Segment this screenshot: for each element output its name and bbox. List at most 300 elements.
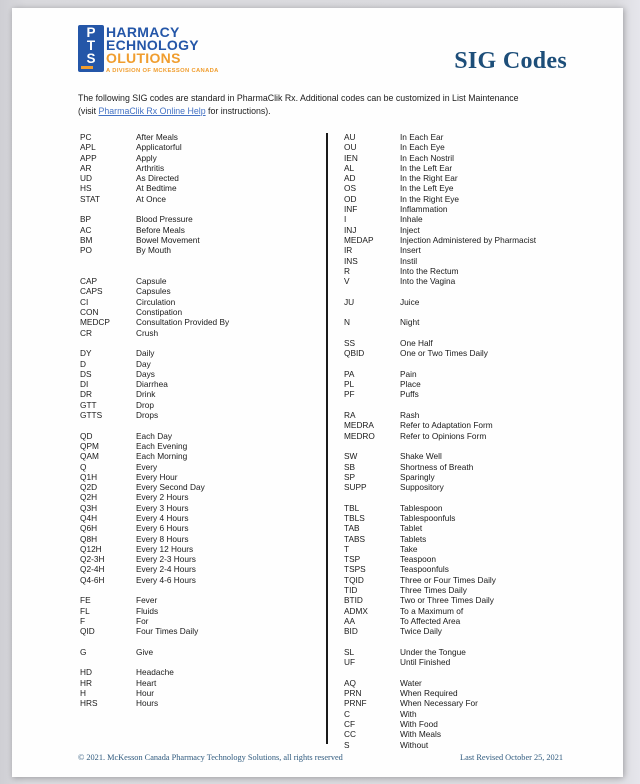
sig-description: Each Morning [136, 451, 188, 462]
sig-code: TBL [344, 502, 360, 513]
sig-code: AR [80, 162, 92, 173]
sig-row [344, 595, 574, 605]
sig-code: SL [344, 646, 355, 657]
sig-code: MEDCP [80, 317, 110, 328]
sig-code: QPM [80, 440, 99, 451]
copyright-text: © 2021. McKesson Canada Pharmacy Technology Solutions, all rights reserved [78, 753, 343, 762]
sig-description: Every Second Day [136, 482, 205, 493]
sig-row [344, 256, 574, 266]
sig-row [80, 194, 318, 204]
sig-description: In the Left Eye [400, 183, 454, 194]
sig-code: TQID [344, 574, 364, 585]
sig-code: Q8H [80, 533, 98, 544]
sig-row [80, 688, 318, 698]
sig-code: TABS [344, 533, 366, 544]
logo-letter-p: P [86, 25, 96, 40]
sig-description: To Affected Area [400, 615, 461, 626]
sig-row [80, 173, 318, 183]
sig-code: JU [344, 296, 355, 307]
sig-description: Tablespoon [400, 502, 443, 513]
sig-code: AL [344, 162, 355, 173]
sig-code: Q2D [80, 482, 98, 493]
sig-code: Q2-4H [80, 564, 105, 575]
sig-description: Instil [400, 255, 418, 266]
sig-row [344, 534, 574, 544]
sig-code: CC [344, 729, 356, 740]
sig-row [80, 410, 318, 420]
sig-row [344, 554, 574, 564]
sig-row [344, 451, 574, 461]
sig-code: PL [344, 379, 355, 390]
logo-wordmark [106, 26, 219, 74]
sig-code-group [344, 317, 574, 327]
intro-paragraph [78, 92, 536, 118]
sig-description: In the Right Ear [400, 173, 458, 184]
sig-code-group [344, 338, 574, 359]
sig-description: Every 6 Hours [136, 523, 189, 534]
sig-description: Before Meals [136, 224, 185, 235]
logo-orange-bar [81, 66, 93, 69]
sig-description: Injection Administered by Pharmacist [400, 234, 537, 245]
sig-row [344, 379, 574, 389]
sig-description: Every 4-6 Hours [136, 574, 196, 585]
sig-description: Puffs [400, 389, 419, 400]
pts-logo-icon [78, 25, 104, 72]
sig-description: Sparingly [400, 471, 435, 482]
sig-row [80, 678, 318, 688]
sig-code: BP [80, 214, 92, 225]
sig-row [344, 348, 574, 358]
sig-code: QID [80, 626, 95, 637]
sig-description: After Meals [136, 132, 178, 142]
sig-code: QBID [344, 348, 365, 359]
sig-description: Each Day [136, 430, 172, 441]
sig-description: Drops [136, 410, 159, 421]
sig-code: BM [80, 234, 93, 245]
sig-code: DY [80, 348, 92, 359]
sig-code: MEDRO [344, 430, 375, 441]
sig-description: Suppository [400, 482, 444, 493]
sig-row [344, 153, 574, 163]
sig-description: When Required [400, 688, 458, 699]
logo-letter-t: T [86, 38, 96, 54]
sig-description: Every 8 Hours [136, 533, 189, 544]
sig-row [80, 225, 318, 235]
sig-code: D [80, 358, 86, 369]
sig-description: With Food [400, 718, 438, 729]
logo-word-pharmacy: HARMACY [106, 24, 180, 40]
sig-row [344, 410, 574, 420]
sig-row [344, 214, 574, 224]
sig-description: In the Left Ear [400, 162, 453, 173]
sig-description: Applicatorful [136, 142, 182, 153]
sig-row [344, 462, 574, 472]
sig-row [344, 276, 574, 286]
sig-description: Under the Tongue [400, 646, 466, 657]
sig-description: Every Hour [136, 471, 178, 482]
sig-description: In Each Nostril [400, 152, 454, 163]
sig-code-group [344, 410, 574, 441]
sig-row [344, 142, 574, 152]
sig-row [344, 482, 574, 492]
sig-code: R [344, 265, 350, 276]
sig-code: QD [80, 430, 93, 441]
sig-description: Drop [136, 399, 154, 410]
sig-code: SB [344, 461, 356, 472]
sig-row [80, 513, 318, 523]
sig-row [80, 564, 318, 574]
sig-row [80, 328, 318, 338]
sig-description: Until Finished [400, 657, 451, 668]
sig-description: Crush [136, 327, 159, 338]
sig-code: PRNF [344, 698, 367, 709]
sig-code: AQ [344, 677, 356, 688]
sig-code-group [344, 647, 574, 668]
sig-row [344, 163, 574, 173]
sig-row [80, 554, 318, 564]
sig-description: Three Times Daily [400, 585, 467, 596]
sig-row [344, 729, 574, 739]
sig-code: UF [344, 657, 356, 668]
sig-code: HS [80, 183, 92, 194]
sig-row [344, 235, 574, 245]
sig-code: HR [80, 677, 92, 688]
sig-description: Fever [136, 595, 158, 606]
sig-row [344, 389, 574, 399]
sig-description: One Half [400, 337, 433, 348]
sig-code: PRN [344, 688, 362, 699]
sig-row [80, 359, 318, 369]
sig-description: Two or Three Times Daily [400, 595, 494, 606]
sig-code-group [344, 132, 574, 286]
sig-row [80, 379, 318, 389]
sig-description: Tablet [400, 523, 423, 534]
sig-row [80, 245, 318, 255]
sig-description: Diarrhea [136, 379, 168, 390]
sig-description: Teaspoonfuls [400, 564, 449, 575]
sig-description: Tablets [400, 533, 427, 544]
sig-code: Q3H [80, 502, 98, 513]
sig-description: Every 12 Hours [136, 543, 194, 554]
sig-row [80, 389, 318, 399]
sig-code: Q2H [80, 492, 98, 503]
sig-code: AU [344, 132, 356, 142]
sig-description: Place [400, 379, 421, 390]
sig-code: CI [80, 296, 89, 307]
sig-description: Inject [400, 224, 420, 235]
sig-description: With Meals [400, 729, 442, 740]
sig-description: Hour [136, 688, 154, 699]
sig-description: For [136, 615, 149, 626]
sig-row [344, 606, 574, 616]
sig-row [344, 585, 574, 595]
sig-row [344, 183, 574, 193]
sig-code: PC [80, 132, 92, 142]
sig-code: PF [344, 389, 355, 400]
sig-description: Blood Pressure [136, 214, 193, 225]
sig-code: I [344, 214, 347, 225]
sig-description: Circulation [136, 296, 176, 307]
sig-description: Refer to Opinions Form [400, 430, 487, 441]
sig-row [344, 317, 574, 327]
page-footer [78, 753, 563, 762]
column-divider [326, 133, 328, 744]
sig-description: By Mouth [136, 245, 172, 256]
page-title: SIG Codes [454, 48, 567, 74]
sig-description: Every 2-3 Hours [136, 554, 196, 565]
sig-row [344, 544, 574, 554]
sig-row [344, 740, 574, 750]
sig-code-group [80, 431, 318, 585]
sig-code: OU [344, 142, 357, 153]
sig-code: UD [80, 173, 92, 184]
sig-row [344, 616, 574, 626]
sig-row [344, 626, 574, 636]
sig-code: AD [344, 173, 356, 184]
logo-word-solutions: OLUTIONS [106, 50, 181, 67]
sig-code: CAP [80, 276, 98, 287]
sig-description: Refer to Adaptation Form [400, 420, 493, 431]
sig-description: At Once [136, 193, 166, 204]
sig-code: IEN [344, 152, 358, 163]
sig-row [80, 307, 318, 317]
sig-row [80, 369, 318, 379]
sig-description: To a Maximum of [400, 605, 464, 616]
sig-description: Four Times Daily [136, 626, 199, 637]
sig-description: Juice [400, 296, 420, 307]
sig-row [344, 472, 574, 482]
sig-row [80, 647, 318, 657]
sig-code: ADMX [344, 605, 368, 616]
sig-row [344, 338, 574, 348]
sig-description: Pain [400, 368, 417, 379]
sig-row [80, 462, 318, 472]
sig-row [80, 667, 318, 677]
sig-row [344, 204, 574, 214]
sig-code: APL [80, 142, 96, 153]
sig-description: In Each Eye [400, 142, 445, 153]
sig-row [344, 369, 574, 379]
sig-row [80, 523, 318, 533]
sig-code: N [344, 317, 350, 328]
sig-row [344, 564, 574, 574]
sig-code: HD [80, 667, 92, 678]
sig-description: Into the Rectum [400, 265, 459, 276]
sig-code-group [344, 678, 574, 750]
sig-row [344, 698, 574, 708]
sig-code: Q [80, 461, 87, 472]
sig-code: TSP [344, 554, 361, 565]
sig-code-group [80, 348, 318, 420]
sig-row [80, 482, 318, 492]
sig-row [344, 523, 574, 533]
sig-description: Day [136, 358, 151, 369]
sig-code: DR [80, 389, 92, 400]
sig-description: In Each Ear [400, 132, 444, 142]
sig-code: F [80, 615, 86, 626]
sig-code: BTID [344, 595, 363, 606]
sig-code: Q1H [80, 471, 98, 482]
sig-code: CR [80, 327, 92, 338]
sig-code: RA [344, 410, 356, 421]
sig-description: Fluids [136, 605, 159, 616]
intro-text-before-link: The following SIG codes are standard in PharmaClik Rx. Additional codes can be customized in List Maintenance (visit [78, 93, 519, 116]
sig-row [344, 194, 574, 204]
sig-row [80, 575, 318, 585]
sig-code: APP [80, 152, 97, 163]
sig-description: Shortness of Breath [400, 461, 474, 472]
sig-code: MEDRA [344, 420, 374, 431]
sig-description: Inhale [400, 214, 423, 225]
sig-description: Without [400, 739, 429, 750]
sig-row [80, 492, 318, 502]
sig-code-group [344, 503, 574, 637]
sig-description: Every 2-4 Hours [136, 564, 196, 575]
sig-code: H [80, 688, 86, 699]
sig-description: Each Evening [136, 440, 188, 451]
sig-row [344, 173, 574, 183]
sig-description: Insert [400, 245, 421, 256]
sig-row [80, 317, 318, 327]
sig-description: When Necessary For [400, 698, 478, 709]
sig-description: Teaspoon [400, 554, 436, 565]
sig-row [80, 163, 318, 173]
sig-code-group [80, 276, 318, 338]
sig-code: TSPS [344, 564, 366, 575]
sig-row [80, 132, 318, 142]
sig-codes-column-left [80, 132, 318, 709]
sig-row [80, 616, 318, 626]
sig-code: IR [344, 245, 353, 256]
sig-row [344, 657, 574, 667]
sig-row [80, 276, 318, 286]
sig-code: TBLS [344, 512, 365, 523]
sig-code-group [80, 647, 318, 657]
sig-row [344, 431, 574, 441]
sig-code: INJ [344, 224, 357, 235]
sig-row [80, 153, 318, 163]
sig-description: Into the Vagina [400, 276, 456, 287]
sig-description: Shake Well [400, 451, 442, 462]
sig-code: TAB [344, 523, 360, 534]
pharmaclik-online-help-link[interactable]: PharmaClik Rx Online Help [98, 106, 206, 116]
sig-row [344, 709, 574, 719]
sig-code: Q12H [80, 543, 102, 554]
sig-code: SP [344, 471, 356, 482]
sig-description: As Directed [136, 173, 179, 184]
sig-code: DI [80, 379, 89, 390]
sig-row [344, 647, 574, 657]
sig-code: CF [344, 718, 356, 729]
sig-row [344, 719, 574, 729]
sig-code: Q4H [80, 512, 98, 523]
document-page [12, 8, 623, 777]
sig-description: Rash [400, 410, 420, 421]
sig-row [344, 420, 574, 430]
sig-description: Drink [136, 389, 156, 400]
sig-code-group [80, 132, 318, 204]
sig-code: Q2-3H [80, 554, 105, 565]
sig-description: Every [136, 461, 158, 472]
sig-row [80, 183, 318, 193]
sig-row [80, 142, 318, 152]
sig-row [344, 132, 574, 142]
sig-row [344, 575, 574, 585]
sig-row [80, 626, 318, 636]
sig-code: INS [344, 255, 358, 266]
sig-code: T [344, 543, 350, 554]
sig-code: CON [80, 307, 99, 318]
sig-code-group [344, 297, 574, 307]
sig-row [80, 235, 318, 245]
sig-row [80, 451, 318, 461]
sig-code: AA [344, 615, 356, 626]
sig-code: QAM [80, 451, 99, 462]
sig-description: Tablespoonfuls [400, 512, 456, 523]
sig-row [80, 534, 318, 544]
sig-code-group [80, 667, 318, 708]
sig-description: Heart [136, 677, 157, 688]
sig-description: Capsules [136, 286, 171, 297]
sig-row [80, 297, 318, 307]
intro-text-after-link: for instructions). [205, 106, 271, 116]
sig-code-group [344, 369, 574, 400]
pts-logo [78, 25, 219, 74]
sig-description: Consultation Provided By [136, 317, 230, 328]
sig-code: BID [344, 626, 358, 637]
sig-code: C [344, 708, 350, 719]
sig-description: Hours [136, 698, 159, 709]
sig-description: Daily [136, 348, 155, 359]
sig-code: PA [344, 368, 355, 379]
sig-row [80, 214, 318, 224]
sig-code: S [344, 739, 350, 750]
sig-code: HRS [80, 698, 98, 709]
sig-description: Apply [136, 152, 157, 163]
sig-description: Twice Daily [400, 626, 442, 637]
sig-row [80, 698, 318, 708]
sig-row [344, 688, 574, 698]
sig-description: Take [400, 543, 418, 554]
sig-row [80, 544, 318, 554]
sig-code: GTTS [80, 410, 103, 421]
sig-row [344, 513, 574, 523]
sig-description: Headache [136, 667, 174, 678]
sig-description: Every 2 Hours [136, 492, 189, 503]
sig-row [80, 286, 318, 296]
sig-row [344, 225, 574, 235]
sig-description: Three or Four Times Daily [400, 574, 496, 585]
sig-code: INF [344, 204, 358, 215]
sig-row [344, 297, 574, 307]
logo-letter-s: S [86, 51, 96, 67]
sig-description: One or Two Times Daily [400, 348, 488, 359]
sig-description: Capsule [136, 276, 167, 287]
sig-description: Every 4 Hours [136, 512, 189, 523]
logo-word-technology: ECHNOLOGY [106, 37, 199, 54]
sig-description: At Bedtime [136, 183, 177, 194]
sig-code: OS [344, 183, 356, 194]
sig-code-group [344, 451, 574, 492]
sig-code: FL [80, 605, 90, 616]
sig-code: OD [344, 193, 357, 204]
sig-row [80, 503, 318, 513]
sig-row [80, 441, 318, 451]
sig-code: AC [80, 224, 92, 235]
sig-code: MEDAP [344, 234, 374, 245]
sig-description: Constipation [136, 307, 183, 318]
sig-description: Days [136, 368, 155, 379]
